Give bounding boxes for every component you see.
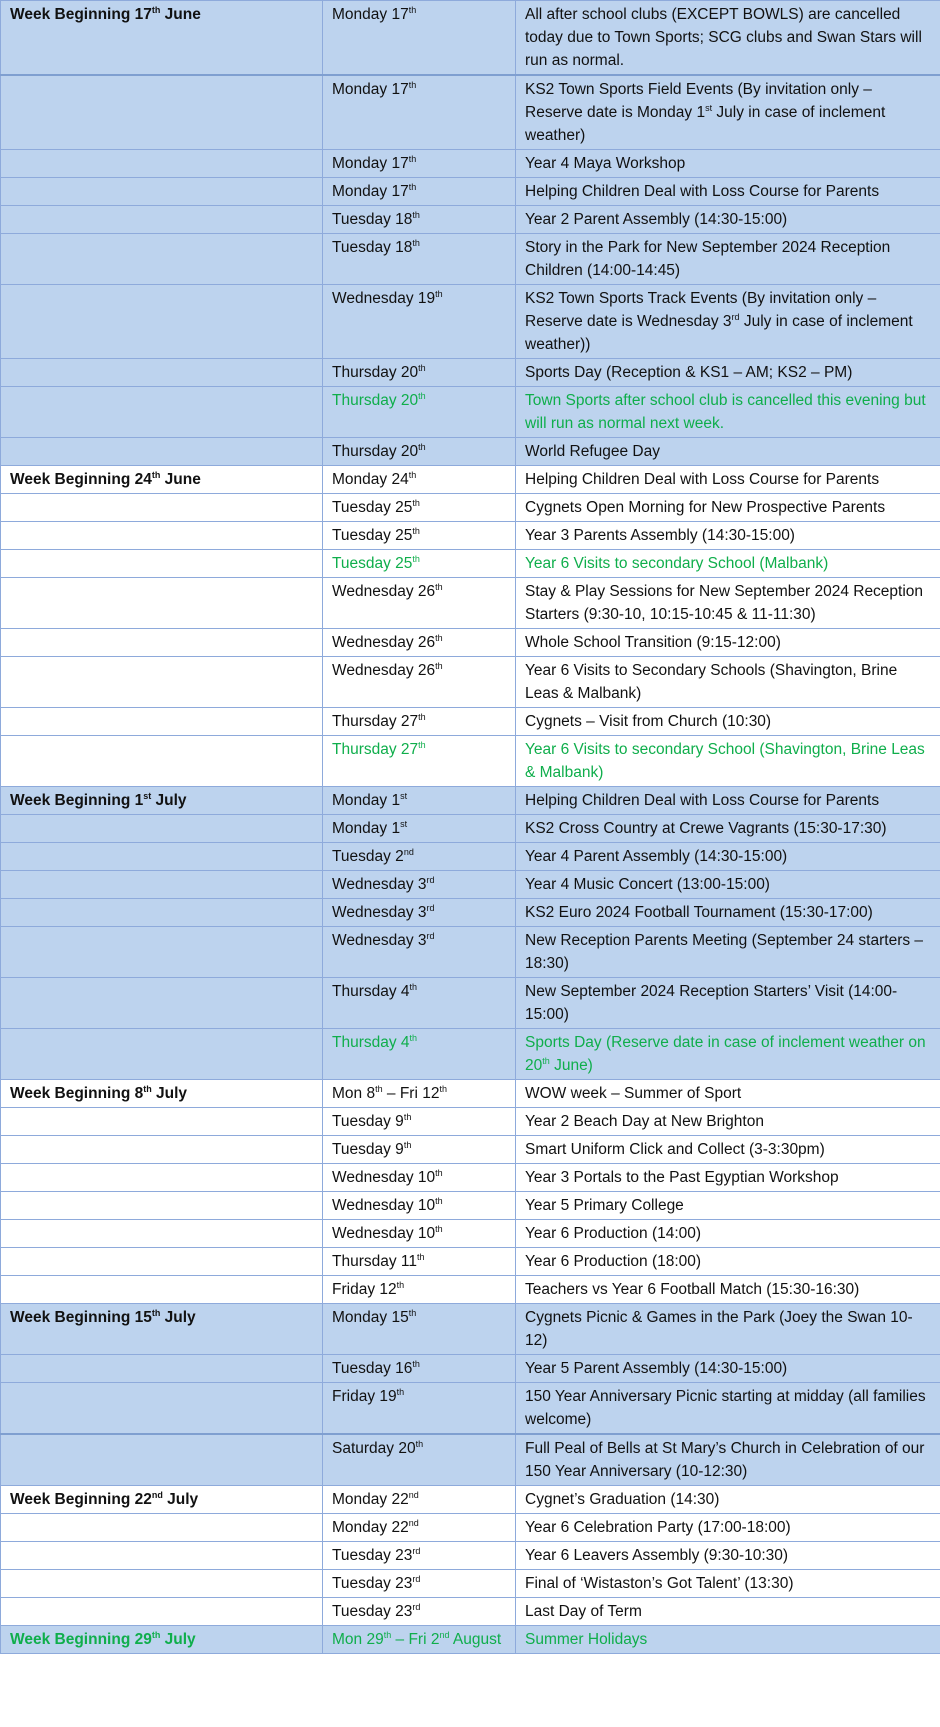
week-cell (1, 1434, 323, 1486)
week-cell: Week Beginning 17th June (1, 1, 323, 76)
date-cell: Thursday 11th (323, 1248, 516, 1276)
date-cell: Wednesday 26th (323, 578, 516, 629)
date-cell: Wednesday 26th (323, 657, 516, 708)
week-cell (1, 494, 323, 522)
date-cell: Monday 24th (323, 466, 516, 494)
event-cell: Helping Children Deal with Loss Course for Parents (516, 787, 940, 815)
calendar-row (1, 1434, 940, 1486)
calendar-row (1, 629, 940, 657)
calendar-row (1, 978, 940, 1029)
calendar-row (1, 1304, 940, 1355)
event-cell: Year 5 Parent Assembly (14:30-15:00) (516, 1355, 940, 1383)
date-cell: Tuesday 25th (323, 522, 516, 550)
event-cell: KS2 Euro 2024 Football Tournament (15:30-17:00) (516, 899, 940, 927)
calendar-row (1, 1248, 940, 1276)
calendar-row (1, 75, 940, 150)
calendar-row (1, 736, 940, 787)
week-cell (1, 1108, 323, 1136)
week-cell (1, 708, 323, 736)
event-cell: Year 4 Music Concert (13:00-15:00) (516, 871, 940, 899)
week-cell (1, 1542, 323, 1570)
event-cell: Cygnets Open Morning for New Prospective Parents (516, 494, 940, 522)
week-cell (1, 871, 323, 899)
date-cell: Wednesday 3rd (323, 899, 516, 927)
event-cell: Stay & Play Sessions for New September 2024 Reception Starters (9:30-10, 10:15-10:45 & 11-11:30) (516, 578, 940, 629)
date-cell: Wednesday 19th (323, 285, 516, 359)
week-cell: Week Beginning 15th July (1, 1304, 323, 1355)
calendar-row (1, 494, 940, 522)
date-cell: Thursday 27th (323, 708, 516, 736)
week-cell (1, 629, 323, 657)
date-cell: Saturday 20th (323, 1434, 516, 1486)
event-cell: Year 6 Leavers Assembly (9:30-10:30) (516, 1542, 940, 1570)
calendar-row (1, 1220, 940, 1248)
calendar-row (1, 871, 940, 899)
week-cell (1, 1164, 323, 1192)
week-cell (1, 285, 323, 359)
date-cell: Tuesday 23rd (323, 1598, 516, 1626)
calendar-row (1, 234, 940, 285)
event-cell: Full Peal of Bells at St Mary’s Church in Celebration of our 150 Year Anniversary (10-12:30) (516, 1434, 940, 1486)
date-cell: Thursday 20th (323, 359, 516, 387)
event-cell: Year 4 Parent Assembly (14:30-15:00) (516, 843, 940, 871)
calendar-row (1, 1, 940, 76)
event-cell: Year 6 Visits to Secondary Schools (Shavington, Brine Leas & Malbank) (516, 657, 940, 708)
calendar-row (1, 1276, 940, 1304)
week-cell (1, 178, 323, 206)
week-cell (1, 1276, 323, 1304)
date-cell: Friday 19th (323, 1383, 516, 1435)
week-cell: Week Beginning 24th June (1, 466, 323, 494)
date-cell: Monday 17th (323, 178, 516, 206)
event-cell: Year 3 Parents Assembly (14:30-15:00) (516, 522, 940, 550)
event-cell: KS2 Cross Country at Crewe Vagrants (15:30-17:30) (516, 815, 940, 843)
week-cell (1, 359, 323, 387)
event-cell: Helping Children Deal with Loss Course for Parents (516, 178, 940, 206)
calendar-row (1, 1514, 940, 1542)
date-cell: Monday 17th (323, 1, 516, 76)
date-cell: Tuesday 18th (323, 206, 516, 234)
week-cell (1, 75, 323, 150)
date-cell: Wednesday 10th (323, 1192, 516, 1220)
calendar-row (1, 1192, 940, 1220)
calendar-row (1, 1383, 940, 1435)
calendar-row (1, 899, 940, 927)
event-cell: Smart Uniform Click and Collect (3-3:30pm) (516, 1136, 940, 1164)
date-cell: Thursday 20th (323, 438, 516, 466)
date-cell: Friday 12th (323, 1276, 516, 1304)
week-cell (1, 1383, 323, 1435)
date-cell: Wednesday 10th (323, 1220, 516, 1248)
calendar-row (1, 1029, 940, 1080)
event-cell: 150 Year Anniversary Picnic starting at midday (all families welcome) (516, 1383, 940, 1435)
event-cell: Year 6 Production (18:00) (516, 1248, 940, 1276)
date-cell: Tuesday 23rd (323, 1570, 516, 1598)
event-cell: Sports Day (Reserve date in case of inclement weather on 20th June) (516, 1029, 940, 1080)
date-cell: Monday 22nd (323, 1514, 516, 1542)
event-cell: Cygnets Picnic & Games in the Park (Joey the Swan 10-12) (516, 1304, 940, 1355)
event-cell: Year 6 Production (14:00) (516, 1220, 940, 1248)
event-cell: Cygnet’s Graduation (14:30) (516, 1486, 940, 1514)
week-cell (1, 736, 323, 787)
event-cell: World Refugee Day (516, 438, 940, 466)
week-cell (1, 843, 323, 871)
event-cell: Town Sports after school club is cancelled this evening but will run as normal next week. (516, 387, 940, 438)
calendar-row (1, 815, 940, 843)
event-cell: Story in the Park for New September 2024 Reception Children (14:00-14:45) (516, 234, 940, 285)
calendar-row (1, 927, 940, 978)
date-cell: Monday 1st (323, 815, 516, 843)
calendar-row (1, 359, 940, 387)
calendar-row (1, 438, 940, 466)
week-cell (1, 1514, 323, 1542)
date-cell: Thursday 27th (323, 736, 516, 787)
week-cell (1, 206, 323, 234)
event-cell: Year 4 Maya Workshop (516, 150, 940, 178)
calendar-row (1, 285, 940, 359)
calendar-row (1, 522, 940, 550)
week-cell (1, 578, 323, 629)
date-cell: Thursday 20th (323, 387, 516, 438)
event-cell: Last Day of Term (516, 1598, 940, 1626)
date-cell: Tuesday 25th (323, 550, 516, 578)
week-cell (1, 657, 323, 708)
week-cell (1, 522, 323, 550)
calendar-row (1, 1542, 940, 1570)
date-cell: Tuesday 2nd (323, 843, 516, 871)
event-cell: Year 6 Celebration Party (17:00-18:00) (516, 1514, 940, 1542)
date-cell: Monday 22nd (323, 1486, 516, 1514)
event-cell: Year 6 Visits to secondary School (Shavington, Brine Leas & Malbank) (516, 736, 940, 787)
event-cell: Year 6 Visits to secondary School (Malbank) (516, 550, 940, 578)
date-cell: Tuesday 18th (323, 234, 516, 285)
week-cell (1, 1598, 323, 1626)
date-cell: Monday 15th (323, 1304, 516, 1355)
date-cell: Monday 1st (323, 787, 516, 815)
event-cell: KS2 Town Sports Track Events (By invitation only – Reserve date is Wednesday 3rd July in case of inclement weather)) (516, 285, 940, 359)
calendar-row (1, 1136, 940, 1164)
event-cell: Year 2 Beach Day at New Brighton (516, 1108, 940, 1136)
calendar-row (1, 1570, 940, 1598)
week-cell (1, 1029, 323, 1080)
calendar-row (1, 550, 940, 578)
event-cell: Sports Day (Reception & KS1 – AM; KS2 – PM) (516, 359, 940, 387)
date-cell: Tuesday 9th (323, 1108, 516, 1136)
week-cell (1, 550, 323, 578)
week-cell (1, 438, 323, 466)
date-cell: Monday 17th (323, 75, 516, 150)
date-cell: Tuesday 25th (323, 494, 516, 522)
event-cell: Summer Holidays (516, 1626, 940, 1654)
date-cell: Mon 8th – Fri 12th (323, 1080, 516, 1108)
date-cell: Wednesday 3rd (323, 871, 516, 899)
calendar-row (1, 843, 940, 871)
calendar-row (1, 206, 940, 234)
event-cell: New September 2024 Reception Starters’ Visit (14:00-15:00) (516, 978, 940, 1029)
event-cell: Year 3 Portals to the Past Egyptian Workshop (516, 1164, 940, 1192)
calendar-row (1, 466, 940, 494)
event-cell: WOW week – Summer of Sport (516, 1080, 940, 1108)
week-cell (1, 1136, 323, 1164)
date-cell: Thursday 4th (323, 1029, 516, 1080)
calendar-row (1, 787, 940, 815)
week-cell (1, 387, 323, 438)
calendar-row (1, 150, 940, 178)
week-cell (1, 815, 323, 843)
date-cell: Wednesday 10th (323, 1164, 516, 1192)
date-cell: Tuesday 9th (323, 1136, 516, 1164)
calendar-row (1, 1108, 940, 1136)
week-cell (1, 1570, 323, 1598)
event-cell: Year 5 Primary College (516, 1192, 940, 1220)
date-cell: Thursday 4th (323, 978, 516, 1029)
week-cell (1, 927, 323, 978)
week-cell (1, 899, 323, 927)
event-cell: Final of ‘Wistaston’s Got Talent’ (13:30) (516, 1570, 940, 1598)
week-cell (1, 1248, 323, 1276)
calendar-row (1, 1080, 940, 1108)
calendar-row (1, 657, 940, 708)
week-cell: Week Beginning 29th July (1, 1626, 323, 1654)
week-cell: Week Beginning 22nd July (1, 1486, 323, 1514)
week-cell: Week Beginning 8th July (1, 1080, 323, 1108)
week-cell (1, 1192, 323, 1220)
date-cell: Wednesday 26th (323, 629, 516, 657)
week-cell (1, 150, 323, 178)
date-cell: Mon 29th – Fri 2nd August (323, 1626, 516, 1654)
calendar-row (1, 1355, 940, 1383)
calendar-row (1, 387, 940, 438)
event-cell: KS2 Town Sports Field Events (By invitation only – Reserve date is Monday 1st July in case of inclement weather) (516, 75, 940, 150)
event-cell: Teachers vs Year 6 Football Match (15:30-16:30) (516, 1276, 940, 1304)
calendar-row (1, 1486, 940, 1514)
event-cell: Whole School Transition (9:15-12:00) (516, 629, 940, 657)
event-cell: New Reception Parents Meeting (September 24 starters – 18:30) (516, 927, 940, 978)
week-cell (1, 1355, 323, 1383)
calendar-row (1, 708, 940, 736)
calendar-row (1, 1164, 940, 1192)
week-cell (1, 978, 323, 1029)
calendar-body (1, 1, 940, 1654)
week-cell (1, 1220, 323, 1248)
date-cell: Wednesday 3rd (323, 927, 516, 978)
date-cell: Monday 17th (323, 150, 516, 178)
calendar-row (1, 578, 940, 629)
event-cell: All after school clubs (EXCEPT BOWLS) are cancelled today due to Town Sports; SCG clubs and Swan Stars will run as normal. (516, 1, 940, 76)
event-cell: Cygnets – Visit from Church (10:30) (516, 708, 940, 736)
calendar-row (1, 178, 940, 206)
calendar-row (1, 1626, 940, 1654)
event-cell: Helping Children Deal with Loss Course for Parents (516, 466, 940, 494)
calendar-row (1, 1598, 940, 1626)
week-cell (1, 234, 323, 285)
event-cell: Year 2 Parent Assembly (14:30-15:00) (516, 206, 940, 234)
date-cell: Tuesday 16th (323, 1355, 516, 1383)
date-cell: Tuesday 23rd (323, 1542, 516, 1570)
week-cell: Week Beginning 1st July (1, 787, 323, 815)
